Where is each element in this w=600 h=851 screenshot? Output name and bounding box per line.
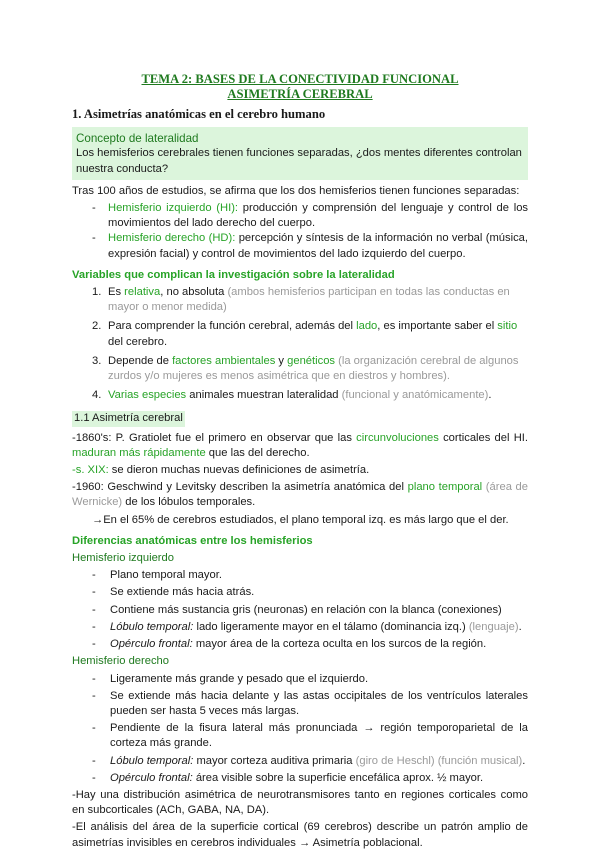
note-run: (lenguaje) (468, 620, 519, 633)
highlight-run: Varias especies (108, 389, 187, 402)
highlight-run: factores ambientales (172, 354, 276, 367)
document-title (72, 72, 528, 102)
subsection-1-1-heading: 1.1 Asimetría cerebral (72, 411, 185, 426)
text-run: Es (108, 286, 125, 299)
differences-heading: Diferencias anatómicas entre los hemisferios (72, 534, 313, 547)
concept-box (72, 127, 528, 180)
text-run: se dieron muchas nuevas definiciones de asimetría. (108, 464, 370, 477)
note-run: (funcional y anatómicamente) (341, 389, 489, 402)
hemisphere-list (72, 201, 528, 262)
text-run: corticales del HI. (438, 431, 529, 444)
list-item-hd (92, 231, 528, 261)
hi-text: producción y comprensión del lenguaje y control de los movimientos del lado derecho del cuerpo. (108, 202, 529, 230)
text-run: del cerebro. (108, 335, 168, 348)
list-item (92, 771, 528, 786)
highlight-run: maduran más rápidamente (72, 446, 206, 459)
hi-label: Hemisferio izquierdo (HI): (108, 202, 239, 215)
variable-item-4 (92, 388, 528, 403)
list-item (92, 637, 528, 652)
text-run: -1860's: P. Gratiolet fue el primero en observar que las (72, 431, 357, 444)
text-run: y (275, 354, 288, 367)
paragraph-65-percent: →En el 65% de cerebros estudiados, el plano temporal izq. es más largo que el der. (92, 513, 509, 526)
concept-box-text: Los hemisferios cerebrales tienen funciones separadas, ¿dos mentes diferentes controlan nuestra conducta? (76, 147, 522, 175)
highlight-run: circunvoluciones (356, 431, 439, 444)
intro-paragraph: Tras 100 años de estudios, se afirma que los dos hemisferios tienen funciones separadas: (72, 184, 520, 197)
text-run: animales muestran lateralidad (186, 389, 342, 402)
text-run: que las del derecho. (205, 446, 310, 459)
title-line-2: ASIMETRÍA CEREBRAL (227, 87, 373, 101)
item-number: 4. (92, 389, 102, 402)
right-hemisphere-list (72, 672, 528, 786)
highlight-run: lado (356, 320, 378, 333)
text-run: . (488, 389, 492, 402)
list-item (92, 603, 528, 618)
list-item (92, 754, 528, 769)
text-run: Ligeramente más grande y pesado que el izquierdo. (110, 672, 369, 685)
note-run: (área de Wernicke) (72, 481, 528, 509)
text-run: Se extiende más hacia atrás. (110, 586, 255, 599)
text-run: de los lóbulos temporales. (122, 496, 256, 509)
text-run: Depende de (108, 354, 173, 367)
text-run: área visible sobre la superficie encefálica aprox. ½ mayor. (192, 771, 484, 784)
hd-label: Hemisferio derecho (HD): (108, 232, 236, 245)
item-number: 3. (92, 354, 102, 367)
text-run: mayor corteza auditiva primaria (193, 754, 356, 767)
text-run: lado ligeramente mayor en el tálamo (dominancia izq.) (193, 620, 469, 633)
list-item-hi (92, 201, 528, 231)
item-number: 2. (92, 320, 102, 333)
text-run: Pendiente de la fisura lateral más pronunciada → región temporoparietal de la corteza más grande. (110, 722, 528, 750)
text-run: mayor área de la corteza oculta en los surcos de la región. (192, 638, 487, 651)
italic-run: Lóbulo temporal: (110, 620, 194, 633)
text-run: , no absoluta (160, 286, 228, 299)
text-run: Se extiende más hacia delante y las astas occipitales de los ventrículos laterales pueden ser hasta 5 veces más largas. (110, 689, 528, 717)
text-run: , es importante saber el (377, 320, 498, 333)
paragraph-1960 (72, 480, 528, 510)
variables-list (72, 285, 528, 403)
closing-paragraph-2: -El análisis del área de la superficie cortical (69 cerebros) describe un patrón amplio de asimetrías invisibles en cerebros individuales → Asimetría poblacional. (72, 821, 528, 849)
closing-paragraph-1: -Hay una distribución asimétrica de neurotransmisores tanto en regiones corticales como en subcorticales (ACh, GABA, NA, DA). (72, 788, 528, 817)
list-item (92, 585, 528, 600)
item-number: 1. (92, 286, 102, 299)
title-line-1: TEMA 2: BASES DE LA CONECTIVIDAD FUNCIONAL (141, 72, 459, 86)
note-run: (la organización cerebral de algunos zurdos y/o mujeres es menos asimétrica que en diestros y hombres). (108, 354, 519, 383)
section-1-heading: 1. Asimetrías anatómicas en el cerebro humano (72, 107, 326, 121)
highlight-run: relativa (124, 286, 161, 299)
variables-heading: Variables que complican la investigación sobre la lateralidad (72, 268, 395, 281)
text-run: Plano temporal mayor. (110, 569, 222, 582)
text-run: Para comprender la función cerebral, además del (108, 320, 357, 333)
note-run: (giro de Heschl) (función musical) (355, 754, 523, 767)
concept-box-title: Concepto de lateralidad (76, 132, 199, 146)
paragraph-1860 (72, 431, 528, 461)
paragraph-sxix (72, 463, 528, 478)
variable-item-3 (92, 354, 528, 384)
highlight-run: genéticos (287, 354, 336, 367)
highlight-run: sitio (497, 320, 518, 333)
list-item (92, 721, 528, 751)
left-hemisphere-label: Hemisferio izquierdo (72, 552, 174, 565)
hd-text: percepción y síntesis de la información no verbal (música, expresión facial) y control de movimientos del lado izquierdo del cuerpo. (108, 232, 529, 260)
italic-run: Opérculo frontal: (110, 771, 193, 784)
list-item (92, 672, 528, 687)
note-run: (ambos hemisferios participan en todas las conductas en mayor o menor medida) (108, 286, 510, 314)
left-hemisphere-list (72, 568, 528, 652)
italic-run: Opérculo frontal: (110, 638, 193, 651)
list-item (92, 620, 528, 635)
highlight-run: plano temporal (407, 481, 483, 494)
right-hemisphere-label: Hemisferio derecho (72, 655, 170, 668)
list-item (92, 568, 528, 583)
italic-run: Lóbulo temporal: (110, 754, 194, 767)
text-run: Contiene más sustancia gris (neuronas) en relación con la blanca (conexiones) (110, 603, 502, 616)
variable-item-2 (92, 319, 528, 349)
text-run: -1960: Geschwind y Levitsky describen la asimetría anatómica del (72, 481, 408, 494)
list-item (92, 689, 528, 719)
text-run: . (522, 754, 526, 767)
variable-item-1 (92, 285, 528, 315)
text-run: . (518, 620, 522, 633)
highlight-run: -s. XIX: (72, 464, 109, 477)
